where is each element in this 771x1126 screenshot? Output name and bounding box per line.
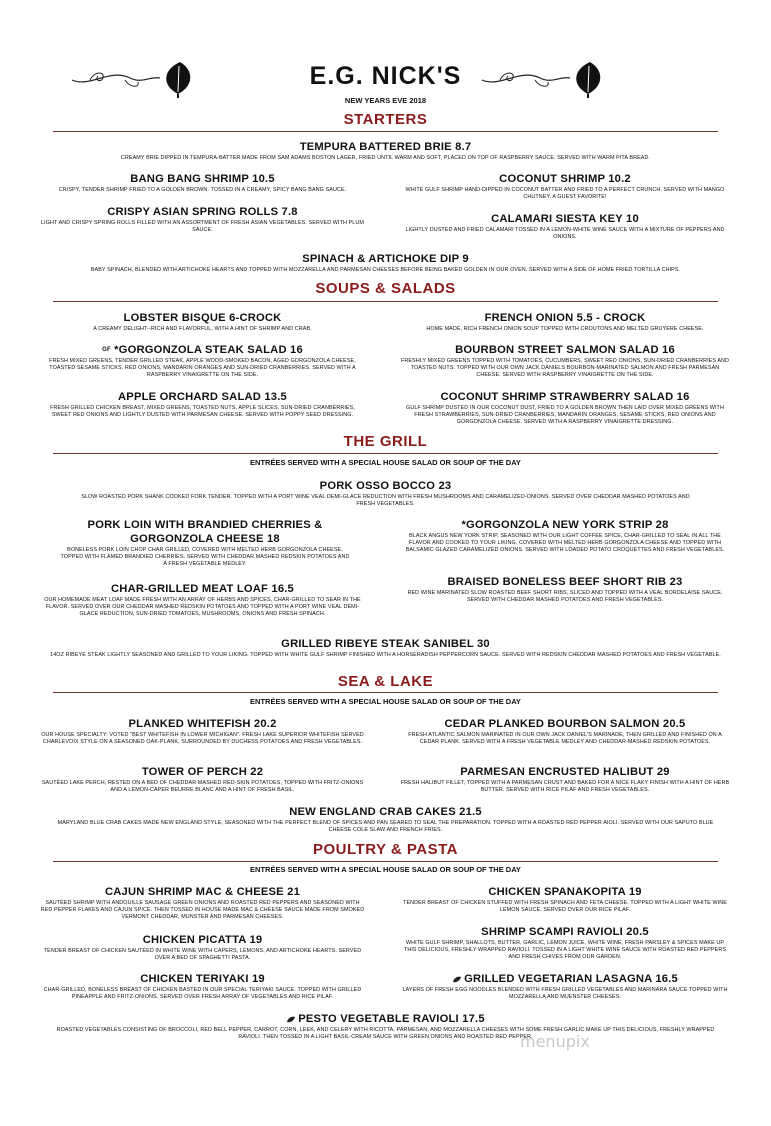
menu-item-meat-loaf xyxy=(40,582,365,619)
item-name: COCONUT SHRIMP 10.2 xyxy=(499,173,631,185)
menu-item-halibut xyxy=(400,765,730,794)
section-divider xyxy=(53,131,718,132)
menu-item-cajun-mac-cheese xyxy=(40,885,365,922)
section-divider xyxy=(53,692,718,693)
item-desc: SAUTÉED SHRIMP WITH ANDOUILLE SAUSAGE GREEN ONIONS AND ROASTED RED PEPPERS AND SEASONED WITH RED PEPPER FLAKES AND CAJUN SPICE. THEN TOSSED IN HOUSE MADE MAC & CHEESE SAUCE MADE FROM SMOKED VERMONT CHEDDAR, MUNSTER AND PARMESAN CHEESES. xyxy=(40,900,365,921)
item-desc: OUR HOUSE SPECIALTY: VOTED "BEST WHITEFISH IN LOWER MICHIGAN". FRESH LAKE SUPERIOR WHITEFISH SERVED CHARLEVOIX STYLE ON A SEASONED OAK-PLANK, SURROUNDED BY DUCHESS POTATOES AND FRESH VEGETABLES. xyxy=(41,732,364,746)
section-title-soups-salads: SOUPS & SALADS xyxy=(315,280,456,297)
item-desc: CRISPY, TENDER SHRIMP FRIED TO A GOLDEN BROWN. TOSSED IN A CREAMY, SPICY BANG BANG SAUCE. xyxy=(58,187,347,193)
menu-item-tower-of-perch xyxy=(40,765,365,794)
item-desc: FRESH HALIBUT FILLET, TOPPED WITH A PARMESAN CRUST AND BAKED FOR A NICE FLAKY FINISH WITH A HINT OF HERB BUTTER. SERVED WITH RICE PILAF AND FRESH VEGETABLES. xyxy=(400,780,730,794)
restaurant-title: E.G. NICK'S xyxy=(309,62,462,90)
menu-item-gorgonzola-strip xyxy=(400,518,730,555)
item-name: LOBSTER BISQUE 6-CROCK xyxy=(123,312,282,324)
item-name: CHICKEN SPANAKOPITA 19 xyxy=(488,886,642,898)
item-name: PORK LOIN WITH BRANDIED CHERRIES & GORGONZOLA CHEESE 18 xyxy=(87,519,323,545)
menu-item-coconut-shrimp xyxy=(400,172,730,201)
item-desc: FRESHLY MIXED GREENS TOPPED WITH TOMATOES, CUCUMBERS, SWEET RED ONIONS, SUN-DRIED CRANBERRIES AND TOASTED NUTS. TOPPED WITH OUR OWN JACK DANIELS BOURBON-MARINATED SALMON AND FRESH PARMESAN CHEESE. SERVED WITH RASPBERRY VINAIGRETTE ON THE SIDE. xyxy=(400,358,730,379)
item-desc: FRESH ATLANTIC SALMON MARINATED IN OUR OWN JACK DANIEL'S MARINADE, THEN GRILLED AND FINISHED ON A CEDAR PLANK. SERVED WITH A FRESH VEGETABLE MEDLEY AND CHEDDAR-MASHED REDSKIN POTATOES. xyxy=(408,732,722,746)
item-name: GRILLED VEGETARIAN LASAGNA 16.5 xyxy=(464,973,678,985)
item-desc: BONELESS PORK LOIN CHOP CHAR GRILLED, COVERED WITH MELTED HERB GORGONZOLA CHEESE, TOPPED WITH FLAMED BRANDIED CHERRIES. SERVED WITH CHEDDAR MASHED REDSKIN POTATOES AND A FRESH VEGETABLE MEDLEY. xyxy=(60,547,350,568)
menu-item-pesto-ravioli xyxy=(40,1012,731,1041)
vegetarian-leaf-icon xyxy=(286,1016,296,1023)
menu-item-shrimp-scampi-ravioli xyxy=(400,925,730,962)
item-name: BRAISED BONELESS BEEF SHORT RIB 23 xyxy=(447,576,683,588)
section-title-grill: THE GRILL xyxy=(343,433,428,450)
item-desc: FRESH MIXED GREENS, TENDER GRILLED STEAK, APPLE WOOD-SMOKED BACON, AGED GORGONZOLA CHEESE, TOASTED SESAME STICKS, RED ONIONS, MANDARIN ORANGES AND SUN-DRIED CRANBERRIES. SERVED WITH A RASPBERRY VINAIGRETTE ON THE SIDE. xyxy=(49,358,356,379)
menu-item-chicken-picatta xyxy=(40,933,365,962)
menu-item-chicken-spanakopita xyxy=(400,885,730,914)
menu-item-bourbon-salmon-salad xyxy=(400,343,730,380)
item-desc: TENDER BREAST OF CHICKEN STUFFED WITH FRESH SPINACH AND FETA CHEESE. TOPPED WITH A LIGHT WHITE WINE LEMON SAUCE. SERVED OVER OUR RICE PILAF. xyxy=(403,900,727,914)
menu-item-spring-rolls xyxy=(40,205,365,234)
menu-item-calamari xyxy=(400,212,730,241)
item-name: CHICKEN TERIYAKI 19 xyxy=(140,973,265,985)
item-desc: LIGHTLY DUSTED AND FRIED CALAMARI TOSSED IN A LEMON-WHITE WINE SAUCE WITH A MIXTURE OF PEPPERS AND ONIONS. xyxy=(405,227,725,241)
item-name: CHAR-GRILLED MEAT LOAF 16.5 xyxy=(111,583,294,595)
item-name: *GORGONZOLA STEAK SALAD 16 xyxy=(114,344,303,356)
gluten-free-badge: GF xyxy=(102,347,111,354)
menu-item-gorgonzola-steak-salad xyxy=(40,343,365,380)
entree-note: ENTRÉES SERVED WITH A SPECIAL HOUSE SALAD OR SOUP OF THE DAY xyxy=(250,865,521,874)
menu-item-crab-cakes xyxy=(40,805,731,834)
menu-item-french-onion xyxy=(400,311,730,333)
menu-item-vegetarian-lasagna xyxy=(400,972,730,1001)
menu-item-tempura-brie xyxy=(40,140,731,162)
watermark: menupix xyxy=(520,1032,590,1051)
menu-item-pork-loin xyxy=(60,518,350,569)
item-desc: WHITE GULF SHRIMP HAND-DIPPED IN COCONUT BATTER AND FRIED TO A PERFECT CRUNCH. SERVED WITH MANGO CHUTNEY. A GUEST FAVORITE! xyxy=(405,187,725,201)
item-name: NEW ENGLAND CRAB CAKES 21.5 xyxy=(289,806,482,818)
item-name: BOURBON STREET SALMON SALAD 16 xyxy=(455,344,675,356)
item-name: FRENCH ONION 5.5 - CROCK xyxy=(484,312,646,324)
item-desc: BABY SPINACH, BLENDED WITH ARTICHOKE HEARTS AND TOPPED WITH MOZZARELLA AND PARMESAN CHEESES BEFORE BEING BAKED GOLDEN IN OUR OVEN. SERVED WITH A SIDE OF HOME FRIED TORTILLA CHIPS. xyxy=(90,267,681,273)
item-name: BANG BANG SHRIMP 10.5 xyxy=(130,173,275,185)
menu-item-bang-bang-shrimp xyxy=(40,172,365,194)
menu-item-lobster-bisque xyxy=(40,311,365,333)
section-title-sea-lake: SEA & LAKE xyxy=(337,673,434,690)
menu-item-planked-whitefish xyxy=(40,717,365,746)
entree-note: ENTRÉES SERVED WITH A SPECIAL HOUSE SALAD OR SOUP OF THE DAY xyxy=(250,697,521,706)
item-name: PORK OSSO BOCCO 23 xyxy=(319,480,452,492)
item-desc: LIGHT AND CRISPY SPRING ROLLS FILLED WITH AN ASSORTMENT OF FRESH ASIAN VEGETABLES. SERVED WITH PLUM SAUCE. xyxy=(41,220,364,234)
menu-item-chicken-teriyaki xyxy=(40,972,365,1001)
item-desc: RED WINE MARINATED SLOW ROASTED BEEF SHORT RIBS, SLICED AND TOPPED WITH A VEAL BORDELAISE SAUCE. SERVED WITH CHEDDAR MASHED POTATOES AND FRESH VEGETABLES. xyxy=(407,590,723,604)
item-desc: SLOW ROASTED PORK SHANK COOKED FORK TENDER. TOPPED WITH A PORT WINE VEAL DEMI-GLACE REDUCTION WITH FRESH MUSHROOMS AND CARAMELIZED-ONIONS. SERVED OVER CHEDDAR MASHED POTATOES AND FRESH VEGETABLES. xyxy=(81,494,690,508)
item-desc: BLACK ANGUS NEW YORK STRIP, SEASONED WITH OUR LIGHT COFFEE SPICE, CHAR-GRILLED TO SEAL IN ALL THE FLAVOR AND COOKED TO YOUR LIKING. COVERED WITH MELTED HERB GORGONZOLA CHEESE AND TOPPED WITH BALSAMIC GLAZED CARAMELIZED ONIONS. SERVED WITH LOADED POTATO CROQUETTES AND FRESH VEGETABLES. xyxy=(405,533,725,554)
vegetarian-leaf-icon xyxy=(452,976,462,983)
section-title-poultry-pasta: POULTRY & PASTA xyxy=(312,841,458,858)
menu-item-ribeye xyxy=(40,637,731,659)
item-name: TEMPURA BATTERED BRIE 8.7 xyxy=(299,141,472,153)
item-name: TOWER OF PERCH 22 xyxy=(141,766,264,778)
item-desc: CREAMY BRIE DIPPED IN TEMPURA-BATTER MADE FROM SAM ADAMS BOSTON LAGER, FRIED UNTIL WARM AND SOFT, PLACED ON TOP OF RASPBERRY SAUCE. SERVED WITH WARM PITA BREAD. xyxy=(120,155,651,161)
item-name: PLANKED WHITEFISH 20.2 xyxy=(128,718,277,730)
item-desc: 14OZ RIBEYE STEAK LIGHTLY SEASONED AND GRILLED TO YOUR LIKING. TOPPED WITH WHITE GULF SHRIMP FINISHED WITH A HORSERADISH PEPPERCORN SAUCE. SERVED WITH REDSKIN CHEDDAR MASHED POTATOES AND FRESH VEGETABLE. xyxy=(50,652,721,658)
item-desc: SAUTÉED LAKE PERCH, RESTED ON A BED OF CHEDDAR MASHED RED-SKIN POTATOES, TOPPED WITH FRITZ-ONIONS AND A LEMON-CAPER BEURRE BLANC AND A HINT OF FRESH BASIL. xyxy=(41,780,364,794)
item-name: APPLE ORCHARD SALAD 13.5 xyxy=(118,391,287,403)
item-name: SHRIMP SCAMPI RAVIOLI 20.5 xyxy=(481,926,649,938)
item-desc: LAYERS OF FRESH EGG NOODLES BLENDED WITH FRESH GRILLED VEGETABLES AND MARINARA SAUCE TOPPED WITH MOZZARELLA AND MUENSTER CHEESES. xyxy=(402,987,728,1001)
item-desc: WHITE GULF SHRIMP, SHALLOTS, BUTTER, GARLIC, LEMON JUICE, WHITE WINE, FRESH PARSLEY & SPICES MAKE UP THIS DELICIOUS, FRESHLY WRAPPED RAVIOLI. TOSSED IN A LIGHT WHITE WINE SAUCE WITH ROASTED RED PEPPERS AND FRESH CHIVES FROM OUR GARDEN. xyxy=(403,940,727,961)
item-name: GRILLED RIBEYE STEAK SANIBEL 30 xyxy=(281,638,490,650)
item-name: COCONUT SHRIMP STRAWBERRY SALAD 16 xyxy=(440,391,690,403)
section-divider xyxy=(53,861,718,862)
item-desc: A CREAMY DELIGHT--RICH AND FLAVORFUL, WITH A HINT OF SHRIMP AND CRAB. xyxy=(93,326,312,332)
item-name: CHICKEN PICATTA 19 xyxy=(142,934,263,946)
menu-item-bourbon-salmon xyxy=(400,717,730,746)
menu-item-pork-osso-bocco xyxy=(40,479,731,508)
item-desc: FRESH GRILLED CHICKEN BREAST, MIXED GREENS, TOASTED NUTS, APPLE SLICES, SUN-DRIED CRANBERRIES, SWEET RED ONIONS AND LIGHTLY DUSTED WITH PARMESAN CHEESE. SERVED WITH POPPY SEED DRESSING. xyxy=(50,405,355,419)
item-desc: CHAR-GRILLED, BONELESS BREAST OF CHICKEN BASTED IN OUR SPECIAL TERIYAKI SAUCE. TOPPED WITH GRILLED PINEAPPLE AND FRITZ-ONIONS. SERVED OVER FRESH ARRAY OF VEGETABLES AND RICE PILAF. xyxy=(43,987,362,1001)
item-name: CALAMARI SIESTA KEY 10 xyxy=(491,213,639,225)
item-name: PESTO VEGETABLE RAVIOLI 17.5 xyxy=(298,1013,485,1025)
section-divider xyxy=(53,453,718,454)
item-name: *GORGONZOLA NEW YORK STRIP 28 xyxy=(461,519,669,531)
item-desc: GULF SHRIMP DUSTED IN OUR COCONUT DUST, FRIED TO A GOLDEN BROWN THEN LAID OVER MIXED GREENS WITH FRESH STRAWBERRIES, SUN-DRIED CRANBERRIES, MANDARIN ORANGES, SESAME STICKS, RED ONIONS AND GORGONZOLA CHEESE. SERVED WITH A RASPBERRY VINAIGRETTE DRESSING. xyxy=(406,405,724,426)
item-name: CEDAR PLANKED BOURBON SALMON 20.5 xyxy=(444,718,686,730)
item-desc: MARYLAND BLUE CRAB CAKES MADE NEW ENGLAND STYLE, SEASONED WITH THE PERFECT BLEND OF SPICES AND PAN SEARED TO SEAL THE PREPARATION. TOPPED WITH A ROASTED RED PEPPER AIOLI. SERVED WITH OUR SAPUTO BLUE CHEESE COLE SLAW AND FRENCH FRIES. xyxy=(57,820,714,834)
item-name: PARMESAN ENCRUSTED HALIBUT 29 xyxy=(460,766,670,778)
item-desc: ROASTED VEGETABLES CONSISTING OF BROCCOLI, RED BELL PEPPER, CARROT, CORN, LEEK, AND CELERY WITH RICOTTA, PARMESAN, AND MOZZARELLA CHEESES WITH SOME FRESH GARLIC MAKE UP THIS DELICIOUS, FRESHLY WRAPPED RAVIOLI. THEN TOSSED IN A LIGHT BASIL-CREAM SAUCE WITH GREEN ONIONS AND ROASTED RED PEPPER. xyxy=(56,1027,715,1041)
entree-note: ENTRÉES SERVED WITH A SPECIAL HOUSE SALAD OR SOUP OF THE DAY xyxy=(250,458,521,467)
menu-item-spinach-dip xyxy=(40,252,731,274)
item-desc: HOME MADE, RICH FRENCH ONION SOUP TOPPED WITH CROUTONS AND MELTED GRUYERE CHEESE. xyxy=(426,326,704,332)
section-title-starters: STARTERS xyxy=(343,111,428,128)
menu-item-apple-orchard-salad xyxy=(40,390,365,419)
item-name: SPINACH & ARTICHOKE DIP 9 xyxy=(302,253,469,265)
menu-item-short-rib xyxy=(400,575,730,604)
item-name: CAJUN SHRIMP MAC & CHEESE 21 xyxy=(105,886,300,898)
item-desc: OUR HOMEMADE MEAT LOAF MADE FRESH WITH AN ARRAY OF HERBS AND SPICES, CHAR-GRILLED TO SEAR IN THE FLAVOR. SERVED OVER OUR CHEDDAR MASHED REDSKIN POTATOES AND TOPPED WITH A PORT WINE VEAL DEMI-GLACE REDUCTION, SUN-DRIED TOMATOES, MUSHROOMS, ONIONS AND FRESH SPINACH. xyxy=(44,597,361,618)
item-desc: TENDER BREAST OF CHICKEN SAUTÉED IN WHITE WINE WITH CAPERS, LEMONS, AND ARTICHOKE HEARTS. SERVED OVER A BED OF SPAGHETTI PASTA. xyxy=(43,948,362,962)
item-name: CRISPY ASIAN SPRING ROLLS 7.8 xyxy=(107,206,298,218)
section-divider xyxy=(53,301,718,302)
menu-item-coconut-strawberry-salad xyxy=(400,390,730,427)
event-subtitle: NEW YEARS EVE 2018 xyxy=(344,96,427,105)
menu-header xyxy=(0,58,771,108)
